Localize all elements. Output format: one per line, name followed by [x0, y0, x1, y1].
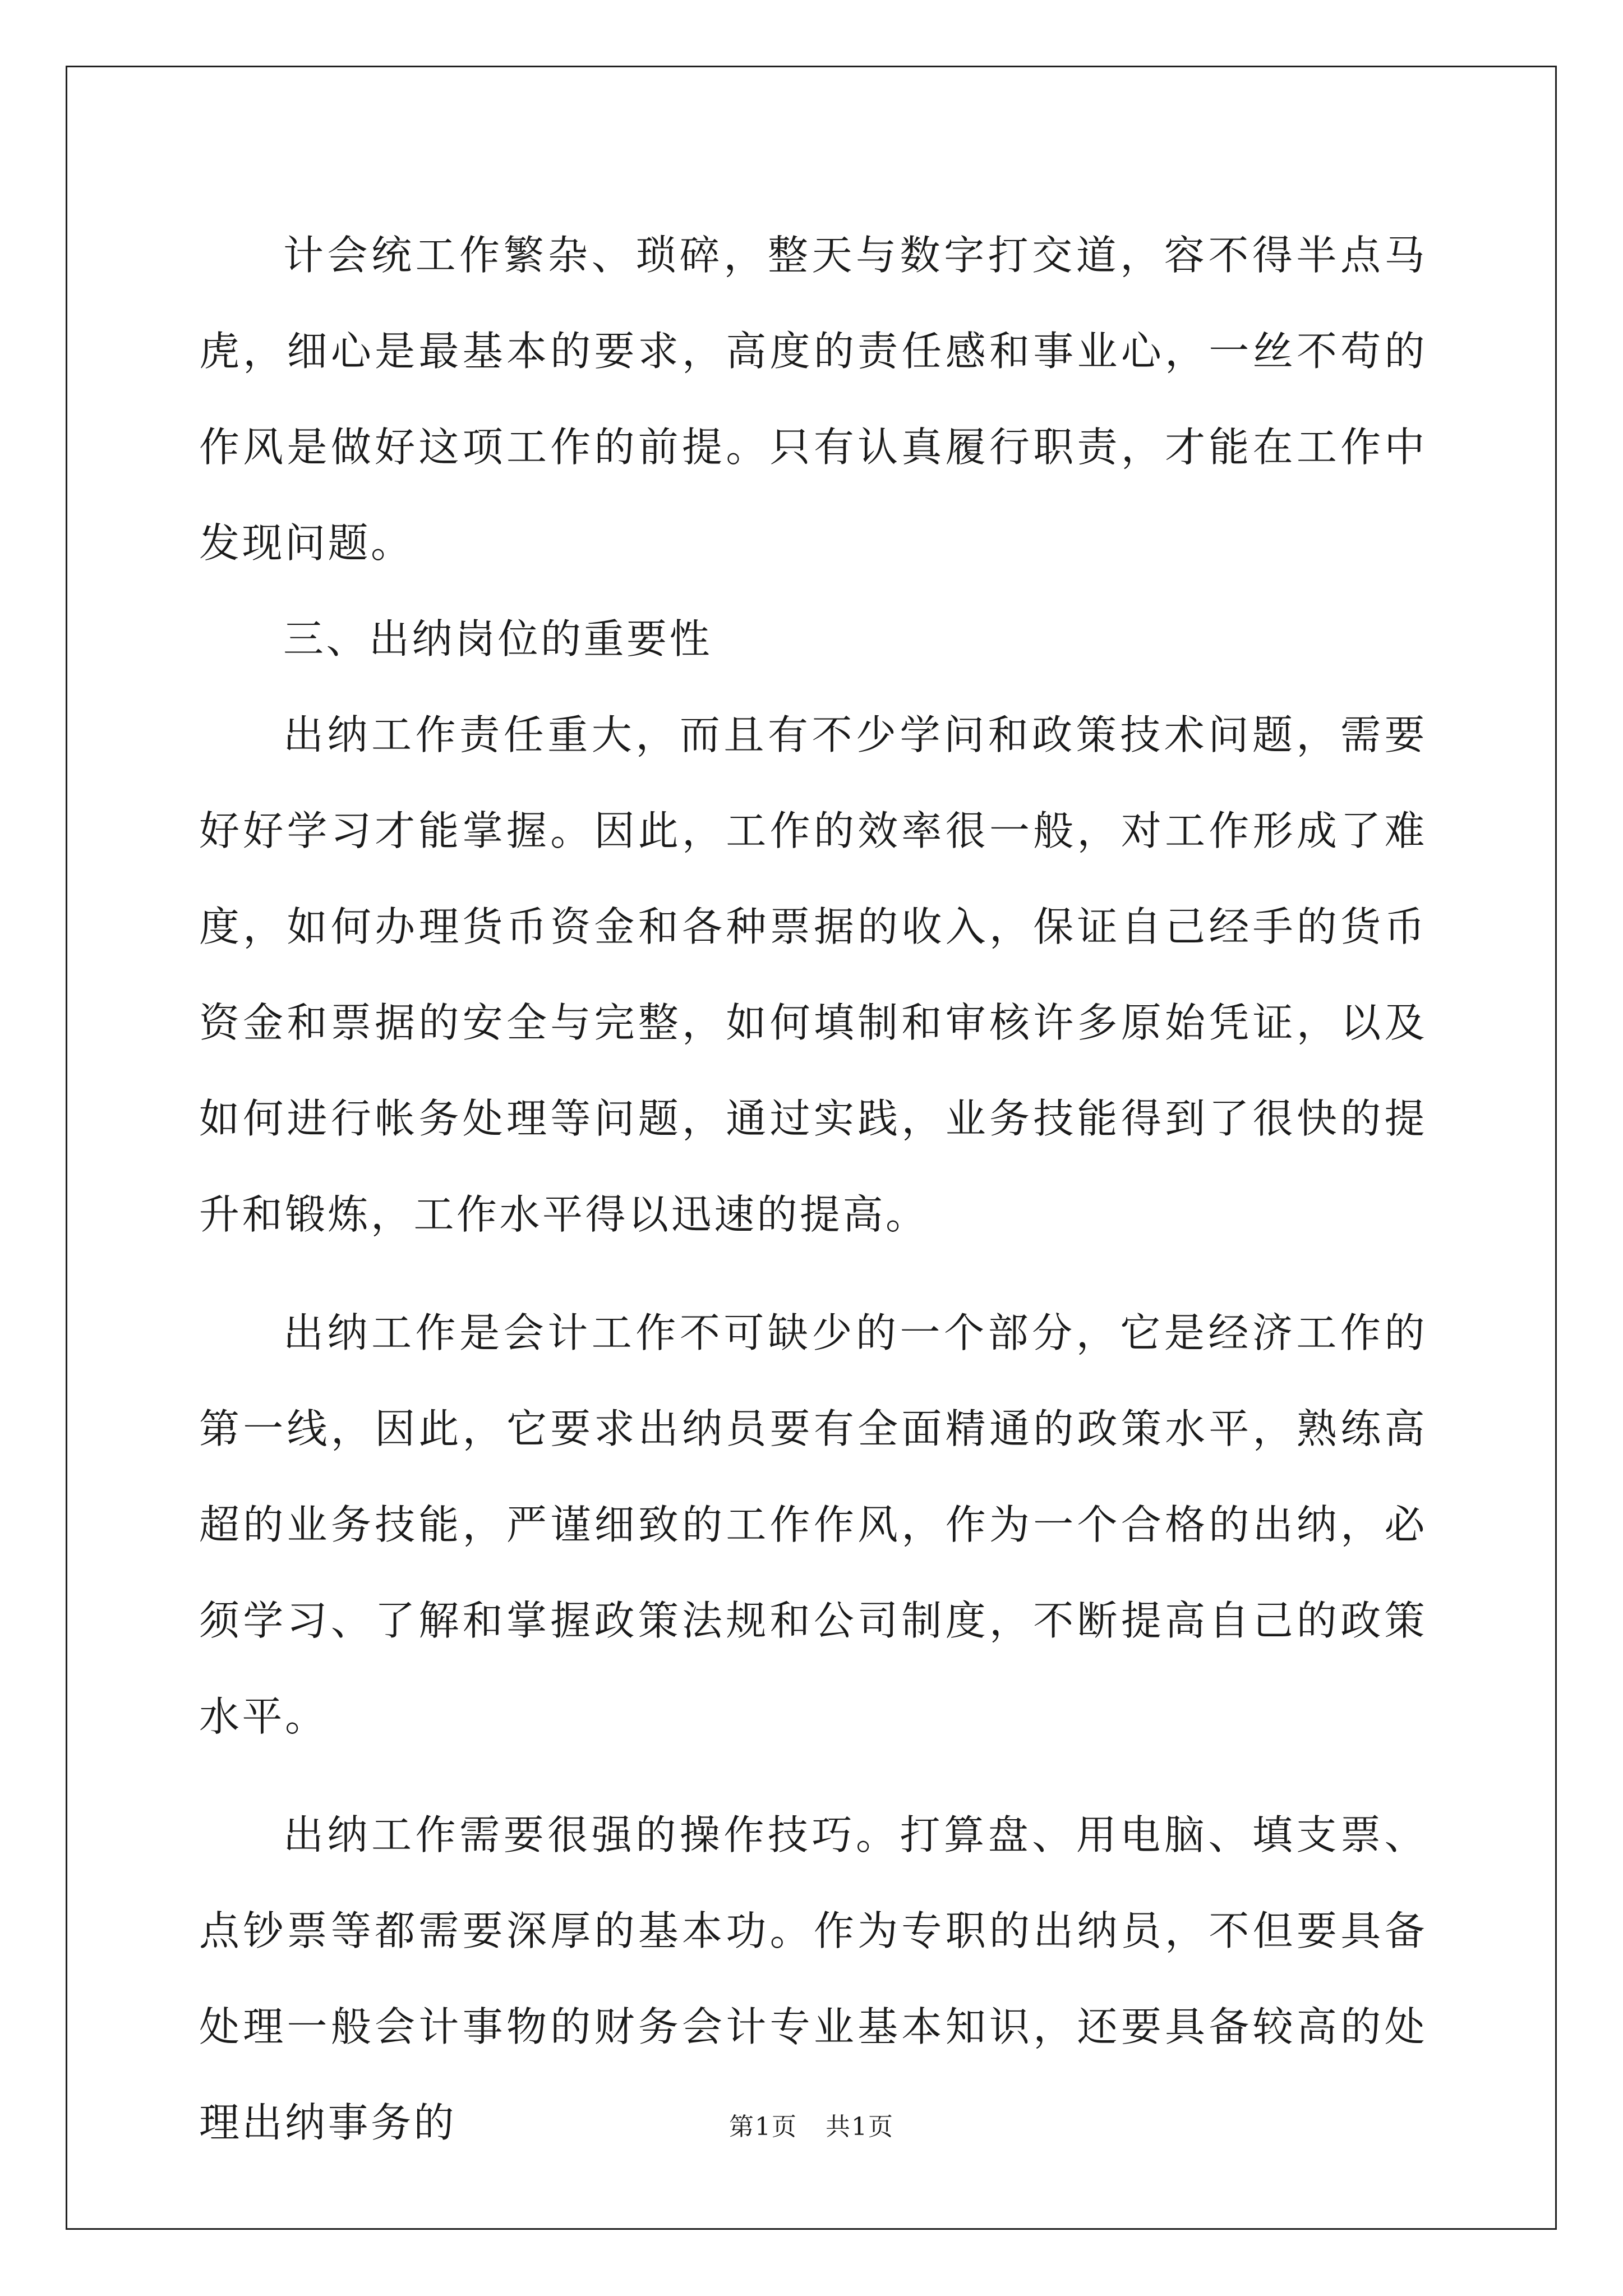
page-number-current: 第1页 — [729, 2113, 797, 2141]
paragraph-3: 出纳工作是会计工作不可缺少的一个部分，它是经济工作的第一线，因此，它要求出纳员要有全面精通的政策水平，熟练高超的业务技能，严谨细致的工作作风，作为一个合格的出纳，必须学习、了解和掌握政策法规和公司制度，不断提高自己的政策水平。 — [199, 1309, 1427, 1740]
paragraph-1: 计会统工作繁杂、琐碎，整天与数字打交道，容不得半点马虎，细心是最基本的要求，高度的责任感和事业心，一丝不苟的作风是做好这项工作的前提。只有认真履行职责，才能在工作中发现问题。 — [199, 232, 1427, 567]
page-footer — [0, 2106, 1623, 2142]
paragraph-4: 出纳工作需要很强的操作技巧。打算盘、用电脑、填支票、点钞票等都需要深厚的基本功。作为专职的出纳员，不但要具备处理一般会计事物的财务会计专业基本知识，还要具备较高的处理出纳事务的 — [199, 1811, 1427, 2146]
document-body — [199, 208, 1427, 2171]
paragraph-2: 出纳工作责任重大，而且有不少学问和政策技术问题，需要好好学习才能掌握。因此，工作的效率很一般，对工作形成了难度，如何办理货币资金和各种票据的收入，保证自己经手的货币资金和票据的安全与完整，如何填制和审核许多原始凭证，以及如何进行帐务处理等问题，通过实践，业务技能得到了很快的提升和锻炼，工作水平得以迅速的提高。 — [199, 711, 1427, 1238]
page-number-total: 共1页 — [826, 2113, 894, 2141]
section-heading: 三、出纳岗位的重要性 — [283, 615, 713, 662]
